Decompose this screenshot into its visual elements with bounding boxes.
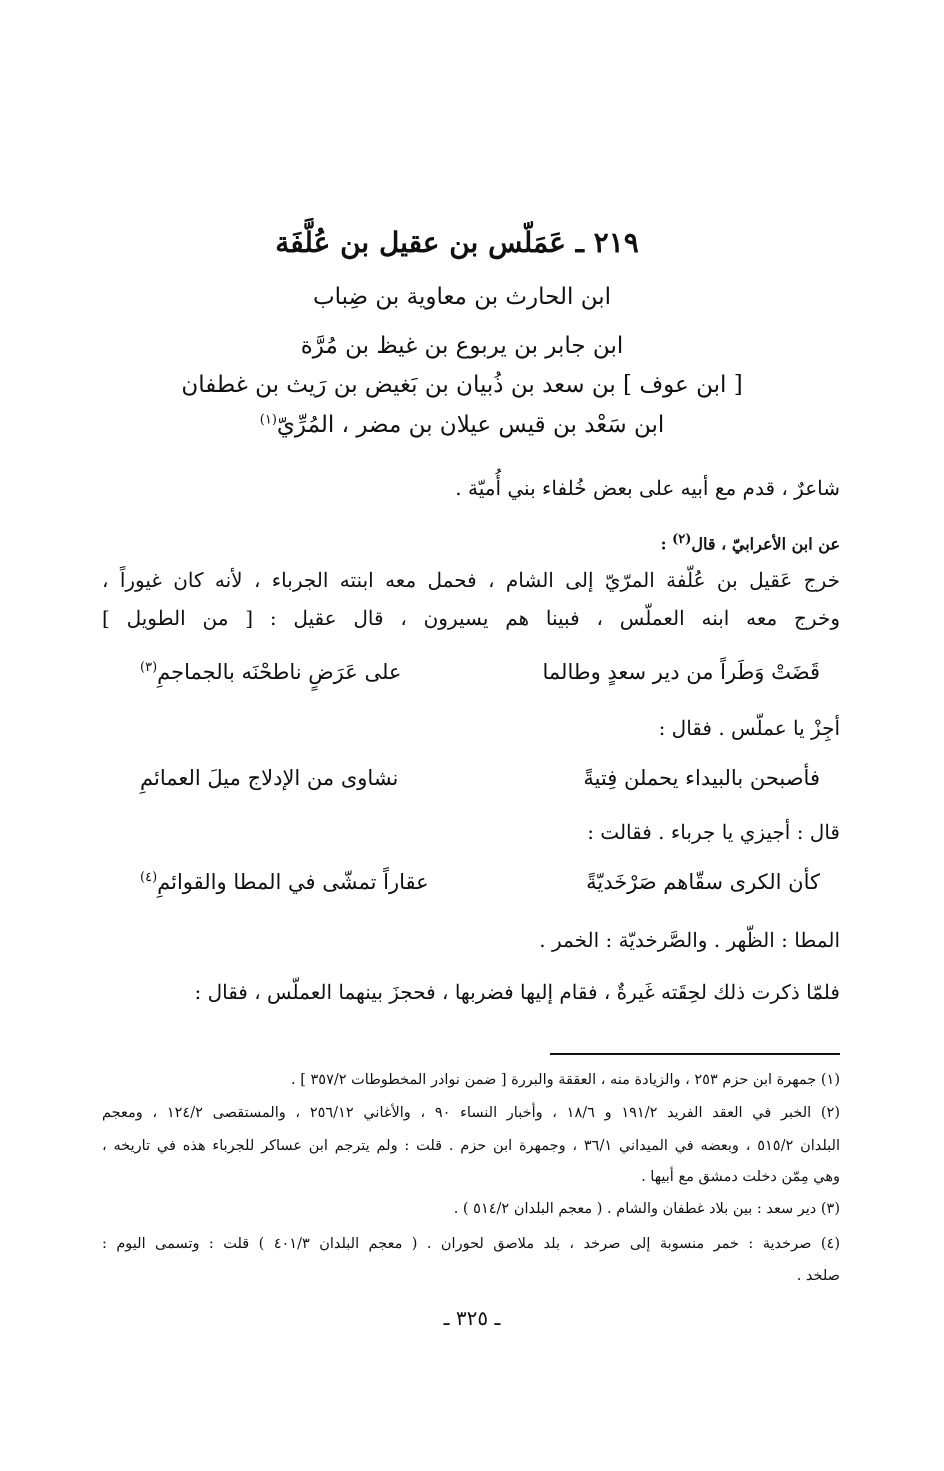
verse-1-second-hemistich bbox=[140, 660, 401, 684]
footnote-ref-3: (٣) bbox=[140, 660, 158, 675]
verse-1-second-text: على عَرَضٍ ناطحْنَه بالجماجمِ bbox=[157, 660, 402, 684]
footnote-4-line-2: صلخد . bbox=[796, 1268, 840, 1284]
footnote-2-line-3: وهي مِمّن دخلت دمشق مع أبيها . bbox=[641, 1169, 840, 1185]
verse-2-first-hemistich: فأصبحن بالبيداء يحملن فِتيةً bbox=[583, 766, 820, 790]
verse-1 bbox=[140, 660, 820, 694]
lineage-line-4 bbox=[0, 412, 944, 438]
verse-1-first-hemistich: قَضَتْ وَطَراً من دير سعدٍ وطالما bbox=[542, 660, 820, 684]
verse-3-second-hemistich bbox=[140, 870, 429, 894]
footnote-3: (٣) دير سعد : بين بلاد غطفان والشام . ( معجم البلدان ٥١٤/٢ ) . bbox=[453, 1201, 840, 1217]
verse-2-second-hemistich: نشاوى من الإدلاج ميلَ العمائمِ bbox=[140, 766, 399, 790]
footnote-ref-1: (١) bbox=[259, 412, 277, 428]
source-label-text: عن ابن الأعرابيّ ، قال bbox=[691, 534, 840, 554]
source-attribution bbox=[661, 532, 840, 553]
narrative-line-1: خرج عَقيل بن عُلّفة المرّيّ إلى الشام ، فحمل معه ابنته الجرباء ، لأنه كان غيوراً ، bbox=[102, 568, 840, 592]
gloss-line: المطا : الظّهر . والصَّرخديّة : الخمر . bbox=[539, 928, 840, 952]
footnote-ref-2: (٢) bbox=[672, 532, 692, 547]
footnote-1: (١) جمهرة ابن حزم ٢٥٣ ، والزيادة منه ، العققة والبررة [ ضمن نوادر المخطوطات ٣٥٧/٢ ] . bbox=[291, 1072, 840, 1088]
lineage-line-4-text: ابن سَعْد بن قيس عيلان بن مضر ، المُرِّيّ bbox=[276, 412, 665, 438]
footnote-2-line-2: البلدان ٥١٥/٢ ، وبعضه في الميداني ٣٦/١ ، وجمهرة ابن حزم . قلت : ولم يترجم ابن عساكر للجرباء هذه في تاريخه ، bbox=[102, 1138, 840, 1154]
prompt-line-2: قال : أجيزي يا جرباء . فقالت : bbox=[587, 820, 840, 844]
footnote-ref-4: (٤) bbox=[140, 870, 158, 885]
narrative-line-2: وخرج معه ابنه العملّس ، فبينا هم يسيرون ، قال عقيل : [ من الطويل ] bbox=[102, 606, 840, 630]
source-colon: : bbox=[660, 534, 673, 554]
footnote-2-line-1: (٢) الخبر في العقد الفريد ١٩١/٢ و ١٨/٦ ، وأخبار النساء ٩٠ ، والأغاني ٢٥٦/١٢ ، والمستقصى ١٢٤/٢ ، ومعجم bbox=[102, 1105, 840, 1121]
lineage-line-2: ابن جابر بن يربوع بن غيظ بن مُرَّة bbox=[300, 333, 624, 359]
lineage-line-3: [ ابن عوف ] بن سعد بن ذُبيان بن بَغيض بن رَيث بن غطفان bbox=[181, 372, 743, 398]
prompt-line-1: أجِزْ يا عملّس . فقال : bbox=[658, 716, 840, 740]
page-number: ـ ٣٢٥ ـ bbox=[443, 1306, 501, 1330]
closing-line: فلمّا ذكرت ذلك لحِقَته غَيرةٌ ، فقام إليها فضربها ، فحجزَ بينهما العملّس ، فقال : bbox=[194, 980, 840, 1004]
verse-2 bbox=[140, 766, 820, 800]
verse-3 bbox=[140, 870, 820, 904]
verse-3-first-hemistich: كأن الكرى سقّاهم صَرْخَديّةً bbox=[586, 870, 820, 894]
footnote-separator bbox=[550, 1053, 840, 1055]
lineage-line-1: ابن الحارث بن معاوية بن ضِباب bbox=[312, 284, 612, 310]
verse-3-second-text: عقاراً تمشّى في المطا والقوائمِ bbox=[157, 870, 429, 894]
entry-title: ٢١٩ ـ عَمَلّس بن عقيل بن عُلَّفَة bbox=[275, 226, 639, 259]
intro-paragraph: شاعرٌ ، قدم مع أبيه على بعض خُلفاء بني أُميّة . bbox=[455, 476, 840, 500]
footnote-4-line-1: (٤) صرخدية : خمر منسوبة إلى صرخد ، بلد ملاصق لحوران . ( معجم البلدان ٤٠١/٣ ) قلت : وتسمى اليوم : bbox=[102, 1236, 840, 1252]
